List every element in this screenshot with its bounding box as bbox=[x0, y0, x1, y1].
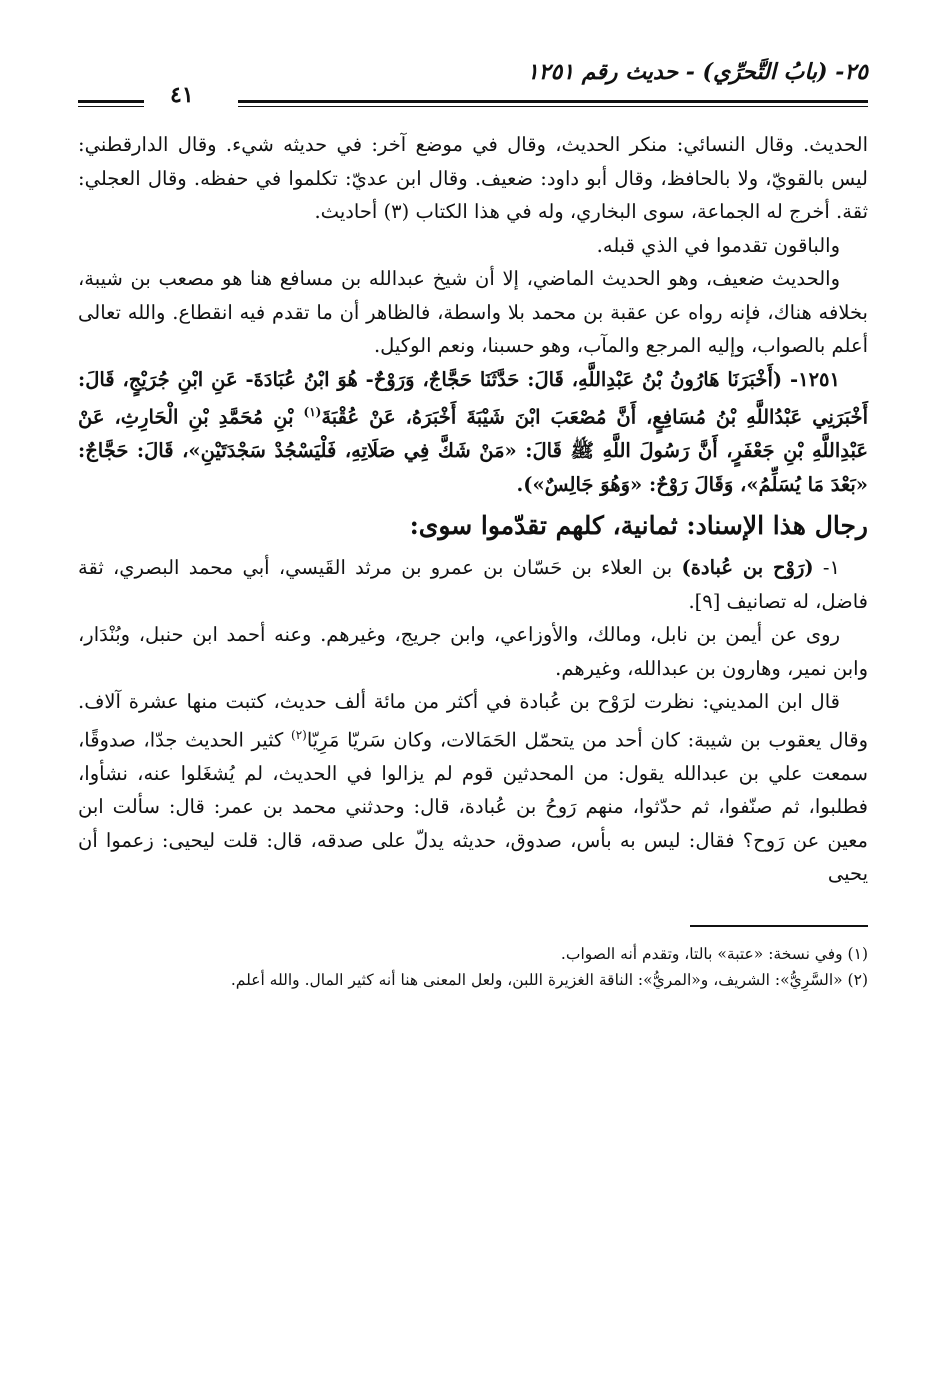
narrator-name: (رَوْح بن عُبادة) bbox=[681, 556, 814, 579]
page-number: ٤١ bbox=[170, 82, 194, 108]
narrator-entry bbox=[78, 551, 868, 618]
paragraph-narrator-praise bbox=[78, 685, 868, 891]
header-rule-short bbox=[78, 100, 144, 107]
book-page bbox=[78, 52, 868, 993]
paragraph-narrator-grading: الحديث. وقال النسائي: منكر الحديث، وقال في موضع آخر: في حديثه شيء. وقال الدارقطني: ليس بالقويّ، ولا بالحافظ، وقال أبو داود: ضعيف. وقال ابن عديّ: تكلموا في حفظه. وقال العجلي: ثقة. أخرج له الجماعة، سوى البخاري، وله في هذا الكتاب (٣) أحاديث. bbox=[78, 133, 868, 223]
footnote-ref-1: (١) bbox=[303, 405, 322, 419]
hadith-text-part1: ١٢٥١- (أَخْبَرَنَا هَارُونُ بْنُ عَبْدِاللَّهِ، قَالَ: حَدَّثَنَا حَجَّاجٌ، وَرَوْحٌ- هُوَ ابْنُ عُبَادَةَ- عَنِ ابْنِ جُرَيْجٍ، قَالَ: أَخْبَرَنِي عَبْدُاللَّهِ بْنُ مُسَافِعٍ، أَنَّ مُصْعَبَ ابْنَ شَيْبَةَ أَخْبَرَهُ، عَنْ عُقْبَةَ bbox=[78, 367, 868, 429]
footnote-separator bbox=[690, 925, 868, 927]
footnote-1: (١) وفي نسخة: «عتبة» بالتا، وتقدم أنه الصواب. bbox=[560, 944, 868, 963]
hadith-text-part2: بْنِ مُحَمَّدِ بْنِ الْحَارِثِ، عَنْ عَبْدِاللَّهِ بْنِ جَعْفَرٍ، أَنَّ رَسُولَ اللَّهِ ﷺ قَالَ: «مَنْ شَكَّ فِي صَلَاتِهِ، فَلْيَسْجُدْ سَجْدَتَيْنِ»، قَالَ: حَجَّاجٌ: «بَعْدَ مَا يُسَلِّمُ»، وَقَالَ رَوْحٌ: «وَهُوَ جَالِسٌ»). bbox=[78, 405, 868, 496]
paragraph-hadith-grading: والحديث ضعيف، وهو الحديث الماضي، إلا أن شيخ عبدالله بن مسافع هنا هو مصعب بن شيبة، بخلافه هناك، فإنه رواه عن عقبة بن محمد بلا واسطة، فالظاهر أن ما تقدم فيه انقطاع. والله تعالى أعلم بالصواب، وإليه المرجع والمآب، وهو حسبنا، ونعم الوكيل. bbox=[78, 267, 868, 357]
praise-text-part2: كثير الحديث جدّا، صدوقًا، سمعت علي بن عبدالله يقول: من المحدثين قوم لم يزالوا في الحديث، لم يُشغَلوا عنه، نشأوا، فطلبوا، ثم صنّفوا، ثم حدّثوا، منهم رَوحُ بن عُبادة، قال: وحدثني محمد بن عمر: قال: سألت ابن معين عن رَوح؟ فقال: ليس به بأس، صدوق، حديثه يدلّ على صدقه، قال: قلت ليحيى: زعموا أن يحيى bbox=[78, 728, 868, 885]
section-heading-narrators: رجال هذا الإسناد: ثمانية، كلهم تقدّموا سوى: bbox=[409, 511, 868, 540]
paragraph-remaining-narrators: والباقون تقدموا في الذي قبله. bbox=[596, 233, 840, 257]
header-rule-long bbox=[238, 100, 868, 107]
footnote-2: (٢) «السَّرِيُّ»: الشريف، و«المريُّ»: الناقة الغزيرة اللبن، ولعل المعنى هنا أنه كثير المال. والله أعلم. bbox=[230, 970, 868, 989]
header-rule bbox=[78, 82, 868, 114]
footnotes bbox=[78, 941, 868, 993]
paragraph-narrator-teachers: روى عن أيمن بن نابل، ومالك، والأوزاعي، وابن جريج، وغيرهم. وعنه أحمد ابن حنبل، وبُنْدَار، وابن نمير، وهارون بن عبدالله، وغيرهم. bbox=[78, 623, 868, 680]
running-header-title: ٢٥- (بابُ التَّحرِّي) - حديث رقم ١٢٥١ bbox=[526, 59, 868, 85]
narrator-number: ١- bbox=[813, 556, 840, 579]
narrator-description: بن العلاء بن حَسّان بن عمرو بن مرثد القَيسي، أبي محمد البصري، ثقة فاضل، له تصانيف [٩]. bbox=[78, 556, 868, 613]
main-text bbox=[78, 128, 868, 891]
praise-text-part1: قال ابن المديني: نظرت لرَوْح بن عُبادة في أكثر من مائة ألف حديث، كتبت منها عشرة آلاف. وقال يعقوب بن شيبة: كان أحد من يتحمّل الحَمَالات، وكان سَريّا مَرِيّا bbox=[78, 690, 868, 751]
footnote-ref-2: (٢) bbox=[291, 727, 307, 742]
hadith-text bbox=[78, 363, 868, 502]
running-header bbox=[78, 52, 868, 92]
